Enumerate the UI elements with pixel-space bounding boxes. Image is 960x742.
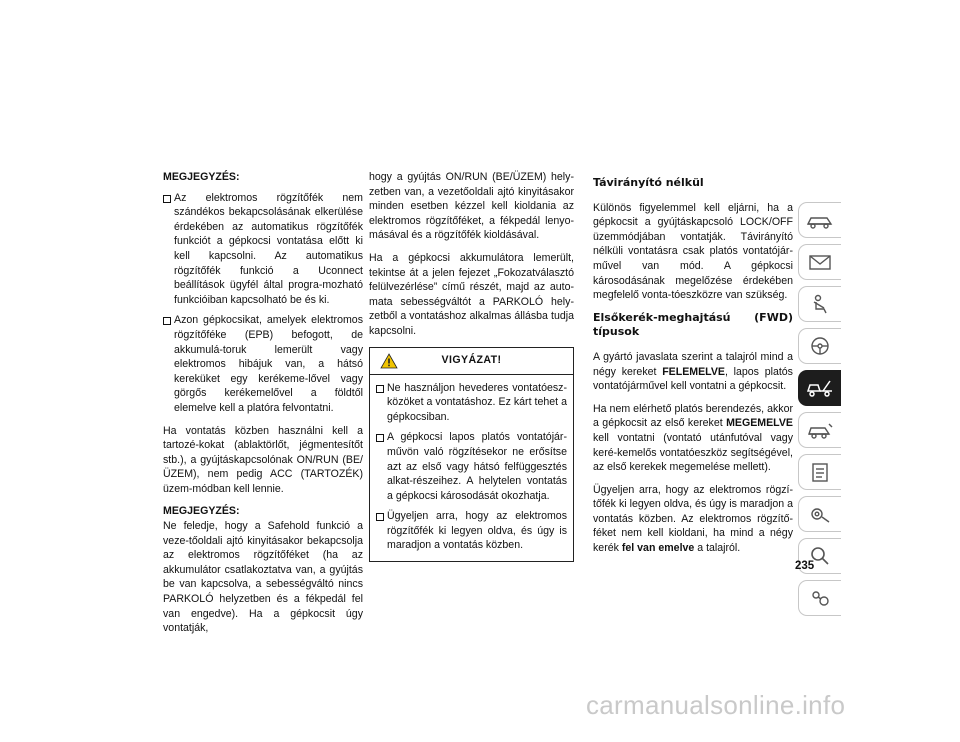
section-title: Elsőkerék-meghajtású (FWD) típusok	[593, 310, 793, 339]
text: , lapos platós vontatójárművel kell vontatni a gépkocsit.	[593, 365, 793, 393]
note-heading: MEGJEGYZÉS:	[163, 505, 240, 518]
tab-safety[interactable]	[798, 286, 841, 322]
warning-item: Ne használjon hevederes vontatóesz-közöket a vontatáshoz. Ez kárt tehet a gépkocsiban.	[376, 381, 567, 425]
warning-box	[369, 347, 574, 563]
paragraph: Különös figyelemmel kell eljárni, ha a gépkocsit a gyújtáskapcsoló LOCK/OFF üzemmódjában vontatják. Távirányító nélküli vontatásra csak platós vontatójár-művel van mód. A gépkocsi károsodásának megelőzése érdekében megfelelő vonta-tóeszközre van szükség.	[593, 201, 793, 302]
seat-safety-icon	[805, 293, 835, 315]
emphasis: fel van emelve	[621, 542, 695, 555]
warning-item: Ügyeljen arra, hogy az elektromos rögzítőfék ki legyen oldva, és úgy is maradjon a vontatás közben.	[376, 509, 567, 553]
tab-servicing[interactable]	[798, 412, 841, 448]
paragraph: Ha a gépkocsi akkumulátora lemerült, tekintse át a jelen fejezet „Fokozatválasztó felülvezérlése” című részét, majd az auto-mata sebességváltót a PARKOLÓ hely-zetből a vontatáshoz alkalmas állásba tudja kapcsolni.	[369, 251, 574, 337]
text: kell vontatni (vontató utánfutóval vagy keré-kemelős vontatóeszköz segítségével, az első kerekek megemelése mellett).	[593, 431, 793, 474]
column-right	[593, 170, 793, 564]
maintenance-list-icon	[805, 461, 835, 483]
paragraph	[593, 483, 793, 556]
tab-driving[interactable]	[798, 328, 841, 364]
paragraph	[593, 350, 793, 394]
column-middle	[369, 170, 574, 562]
paragraph: Ne feledje, hogy a Safehold funkció a veze-tőoldali ajtó kinyitásakor bekapcsolja az elektromos rögzítőféket (ha az akkumulátor csatlakoztatva van, a gyújtás be van kapcsolva, a sebességváltó nincs PARKOLÓ helyzetben és a fékpedál fel van engedve). Ha a gépkocsit úgy vontatják,	[163, 520, 363, 635]
tow-truck-icon	[805, 377, 835, 399]
note-item: Azon gépkocsikat, amelyek elektromos rögzítőféke (EPB) befogott, de akkumulá-toruk lemerült vagy elektromos hibájuk van, a hátsó kereküket egy kerékeme-lővel vagy görgős kerékemelővel a földtől elemelve kell a platóra felvontatni.	[163, 313, 363, 415]
gear-wrench-icon	[805, 503, 835, 525]
note-heading: MEGJEGYZÉS:	[163, 171, 240, 183]
tab-getting-started[interactable]	[798, 244, 841, 280]
warning-list	[376, 381, 567, 554]
warning-title: VIGYÁZAT!	[441, 354, 502, 367]
warning-body	[370, 375, 573, 562]
text: Ha nem elérhető platós berendezés, akkor a gépkocsit az első kereket	[593, 402, 793, 430]
car-service-icon	[805, 419, 835, 441]
note-list	[163, 191, 363, 416]
text: A gyártó javaslata szerint a talajról mind a négy kereket	[593, 350, 793, 378]
tab-technical-specs[interactable]	[798, 454, 841, 490]
page-number: 235	[795, 560, 815, 572]
tab-customer-assistance[interactable]	[798, 580, 841, 616]
text: Ügyeljen arra, hogy az elektromos rögzí-tőfék ki legyen oldva, és úgy is maradjon a vontatás közben. Az elektromos rögzítő-féket nem kell kioldani, ha mind a négy kerék	[593, 483, 793, 555]
car-info-icon	[805, 209, 835, 231]
steering-wheel-icon	[805, 335, 835, 357]
paragraph	[593, 402, 793, 475]
paragraph: hogy a gyújtás ON/RUN (BE/ÜZEM) hely-zetben van, a vezetőoldali ajtó kinyitásakor minden esetben kézzel kell kioldania az elektromos rögzítőféket, a fékpedál lenyo-másával és a rögzítőfék kioldásával.	[369, 171, 574, 242]
multimedia-icon	[805, 587, 835, 609]
text: a talajról.	[694, 542, 741, 555]
emphasis: MEGEMELVE	[726, 417, 793, 430]
note-item: Az elektromos rögzítőfék nem szándékos bekapcsolásának elkerülése érdekében az automatikus rögzítőfék funkciót a gépkocsi vontatása előtt ki kell kapcsolni. Az automatikus rögzítőfék funkció a Uconnect beállítások ügyfél által progra-mozható funkcióiban kapcsolható be és ki.	[163, 191, 363, 308]
paragraph: Ha vontatás közben használni kell a tartozé-kokat (ablaktörlőt, jégmentesítőt stb.), a gyújtáskapcsolónak ON/RUN (BE/ÜZEM), nem pedig ACC (TARTOZÉK) üzem-módban kell lennie.	[163, 424, 363, 495]
tab-vehicle-info[interactable]	[798, 202, 841, 238]
column-left	[163, 170, 363, 644]
emphasis: FELEMELVE	[662, 365, 725, 378]
envelope-icon	[805, 251, 835, 273]
watermark: carmanualsonline.info	[586, 690, 846, 720]
tab-multimedia[interactable]	[798, 496, 841, 532]
tab-emergency[interactable]	[798, 370, 841, 406]
warning-triangle-icon	[380, 353, 398, 369]
section-title: Távirányító nélkül	[593, 176, 704, 189]
warning-item: A gépkocsi lapos platós vontatójár-művön való rögzítésekor ne erősítse azt az első vagy hátsó felfüggesztés alkat-részeihez. A helytelen vontatás a gépkocsi károsodását okozhatja.	[376, 430, 567, 503]
warning-header	[370, 348, 573, 375]
